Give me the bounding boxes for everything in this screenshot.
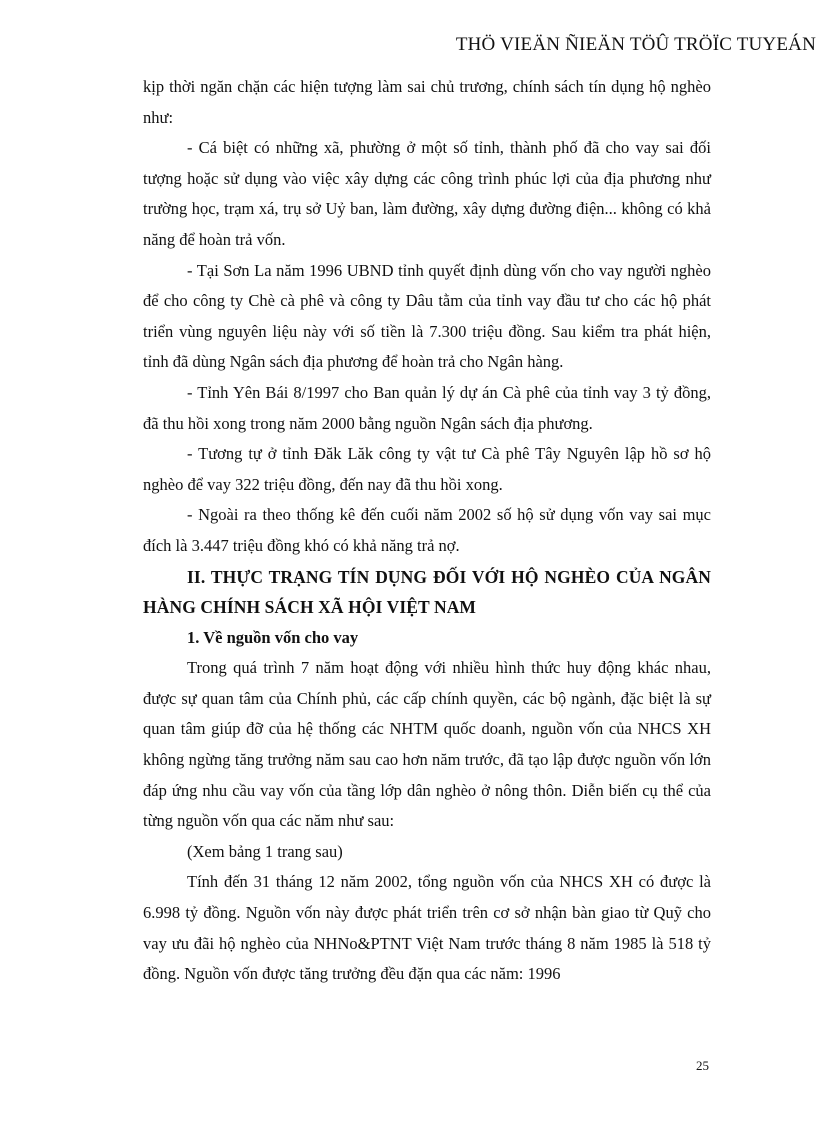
paragraph-capital-total: Tính đến 31 tháng 12 năm 2002, tổng nguồn vốn của NHCS XH có được là 6.998 tỷ đồng. Nguồn vốn này được phát triển trên cơ sở nhận bàn giao từ Quỹ cho vay ưu đãi hộ nghèo của NHNo&PTNT Việt Nam trước tháng 8 năm 1985 là 518 tỷ đồng. Nguồn vốn được tăng trưởng đều đặn qua các năm: 1996 bbox=[143, 872, 711, 984]
paragraph-bullet-2: - Tại Sơn La năm 1996 UBND tỉnh quyết định dùng vốn cho vay người nghèo để cho công ty Chè cà phê và công ty Dâu tằm của tỉnh vay đầu tư cho các hộ phát triển vùng nguyên liệu này với số tiền là 7.300 triệu đồng. Sau kiểm tra phát hiện, tỉnh đã dùng Ngân sách địa phương để hoàn trả cho Ngân hàng. bbox=[143, 260, 711, 372]
paragraph-table-reference: (Xem bảng 1 trang sau) bbox=[187, 841, 343, 861]
page-number: 25 bbox=[696, 1058, 709, 1073]
paragraph-source-overview: Trong quá trình 7 năm hoạt động với nhiều hình thức huy động khác nhau, được sự quan tâm của Chính phủ, các cấp chính quyền, các bộ ngành, đặc biệt là sự quan tâm giúp đỡ của hệ thống các NHTM quốc doanh, nguồn vốn của NHCS XH không ngừng tăng trưởng năm sau cao hơn năm trước, đã tạo lập được nguồn vốn lớn đáp ứng nhu cầu vay vốn của tầng lớp dân nghèo ở nông thôn. Diễn biến cụ thể của từng nguồn vốn qua các năm như sau: bbox=[143, 658, 711, 831]
paragraph-bullet-3: - Tỉnh Yên Bái 8/1997 cho Ban quản lý dự án Cà phê của tỉnh vay 3 tỷ đồng, đã thu hồi xong trong năm 2000 bằng nguồn Ngân sách địa phương. bbox=[143, 382, 711, 433]
paragraph-bullet-1: - Cá biệt có những xã, phường ở một số tỉnh, thành phố đã cho vay sai đối tượng hoặc sử dụng vào việc xây dựng các công trình phúc lợi của địa phương như trường học, trạm xá, trụ sở Uỷ ban, làm đường, xây dựng đường điện... không có khả năng để hoàn trả vốn. bbox=[143, 138, 711, 249]
section-heading: II. THỰC TRẠNG TÍN DỤNG ĐỐI VỚI HỘ NGHÈO CỦA NGÂN HÀNG CHÍNH SÁCH XÃ HỘI VIỆT NAM bbox=[143, 566, 711, 618]
page-header: THÖ VIEÄN ÑIEÄN TÖÛ TRÖÏC TUYEÁN bbox=[455, 34, 816, 55]
paragraph-bullet-5: - Ngoài ra theo thống kê đến cuối năm 2002 số hộ sử dụng vốn vay sai mục đích là 3.447 triệu đồng khó có khả năng trả nợ. bbox=[143, 505, 711, 555]
paragraph-bullet-4: - Tương tự ở tỉnh Đăk Lăk công ty vật tư Cà phê Tây Nguyên lập hồ sơ hộ nghèo để vay 322 triệu đồng, đến nay đã thu hồi xong. bbox=[143, 444, 711, 494]
subsection-heading: 1. Về nguồn vốn cho vay bbox=[187, 627, 359, 647]
paragraph-intro: kịp thời ngăn chặn các hiện tượng làm sai chủ trương, chính sách tín dụng hộ nghèo như: bbox=[143, 77, 711, 127]
document-body bbox=[143, 72, 711, 990]
